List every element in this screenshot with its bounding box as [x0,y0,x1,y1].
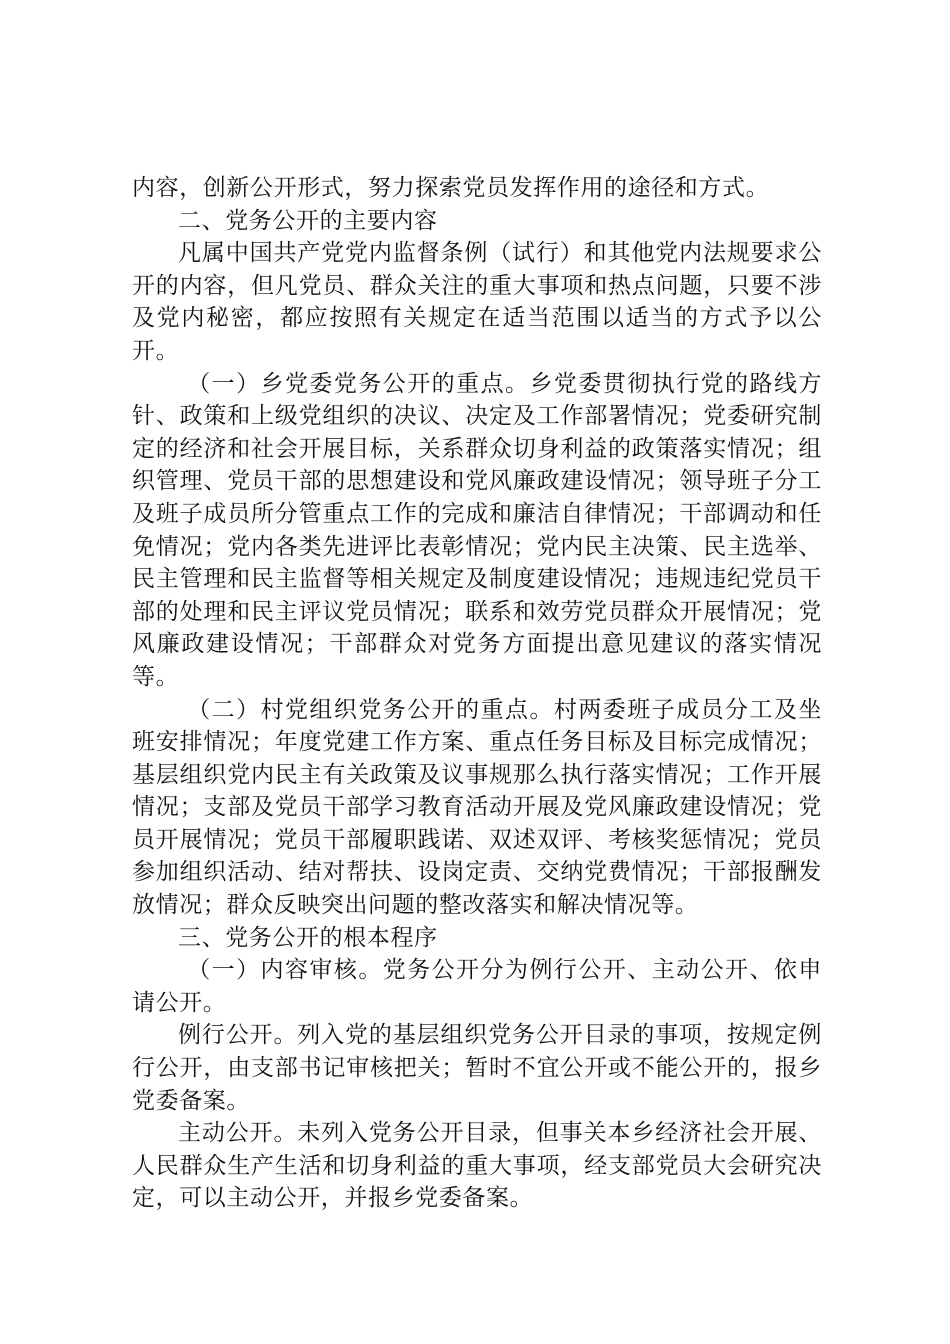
section-heading-main-content: 二、党务公开的主要内容 [178,207,438,234]
paragraph-content-review: （一）内容审核。党务公开分为例行公开、主动公开、依申请公开。 [132,957,822,1016]
paragraph-township-focus: （一）乡党委党务公开的重点。乡党委贯彻执行党的路线方针、政策和上级党组织的决议、决定及工作部署情况；党委研究制定的经济和社会开展目标，关系群众切身利益的政策落实情况；组织管理、党员干部的思想建设和党风廉政建设情况；领导班子分工及班子成员所分管重点工作的完成和廉洁自律情况；干部调动和任免情况；党内各类先进评比表彰情况；党内民主决策、民主选举、民主管理和民主监督等相关规定及制度建设情况；违规违纪党员干部的处理和民主评议党员情况；联系和效劳党员群众开展情况；党风廉政建设情况；干部群众对党务方面提出意见建议的落实情况等。 [132,370,822,690]
paragraph-routine-disclosure: 例行公开。列入党的基层组织党务公开目录的事项，按规定例行公开，由支部书记审核把关；暂时不宜公开或不能公开的，报乡党委备案。 [132,1022,822,1114]
paragraph-village-focus: （二）村党组织党务公开的重点。村两委班子成员分工及坐班安排情况；年度党建工作方案、重点任务目标及目标完成情况；基层组织党内民主有关政策及议事规那么执行落实情况；工作开展情况；支部及党员干部学习教育活动开展及党风廉政建设情况；党员开展情况；党员干部履职践诺、双述双评、考核奖惩情况；党员参加组织活动、结对帮扶、设岗定责、交纳党费情况；干部报酬发放情况；群众反映突出问题的整改落实和解决情况等。 [132,696,822,919]
paragraph-scope: 凡属中国共产党党内监督条例（试行）和其他党内法规要求公开的内容，但凡党员、群众关注的重大事项和热点问题，只要不涉及党内秘密，都应按照有关规定在适当范围以适当的方式予以公开。 [132,240,822,364]
paragraph-active-disclosure: 主动公开。未列入党务公开目录，但事关本乡经济社会开展、人民群众生产生活和切身利益的重大事项，经支部党员大会研究决定，可以主动公开，并报乡党委备案。 [132,1120,822,1212]
section-heading-procedure: 三、党务公开的根本程序 [178,924,438,951]
document-body [132,172,822,1215]
paragraph-continuation: 内容，创新公开形式，努力探索党员发挥作用的途径和方式。 [132,175,770,201]
